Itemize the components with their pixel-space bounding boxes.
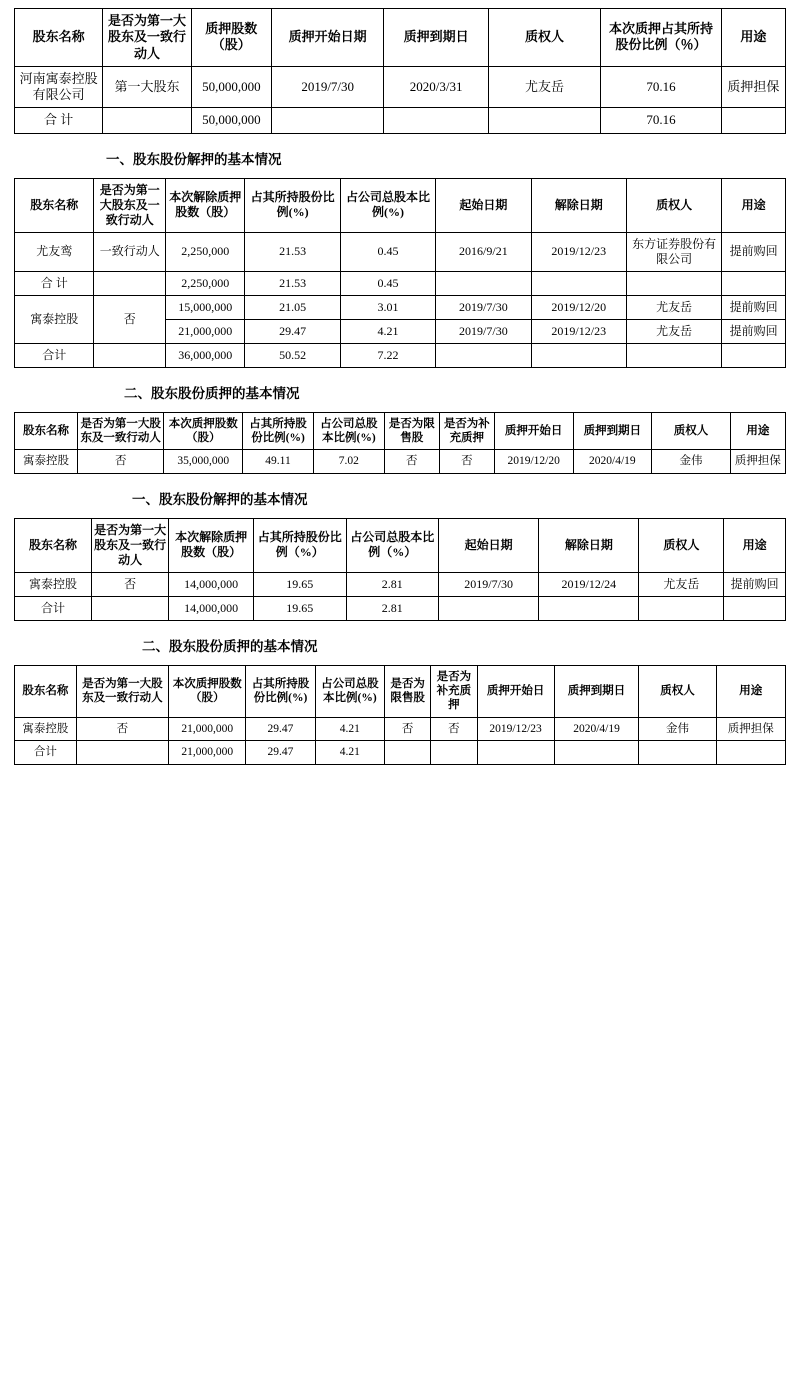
table-row <box>15 450 786 473</box>
cell <box>384 108 488 133</box>
cell: 50,000,000 <box>191 108 271 133</box>
cell: 2020/4/19 <box>554 717 639 740</box>
cell: 14,000,000 <box>169 596 254 620</box>
cell: 河南寓泰控股有限公司 <box>15 66 103 108</box>
cell: 否 <box>385 717 431 740</box>
col-header: 本次质押占其所持股份比例（％） <box>601 9 721 67</box>
cell: 寓泰控股 <box>15 295 94 343</box>
cell <box>94 271 166 295</box>
col-header: 占其所持股份比例(%) <box>246 665 315 717</box>
cell: 尤友岳 <box>626 319 721 343</box>
table-total-row <box>15 108 786 133</box>
cell <box>724 596 786 620</box>
table-header-row <box>15 518 786 572</box>
col-header: 占其所持股份比例(%) <box>243 412 314 450</box>
col-header: 质押到期日 <box>554 665 639 717</box>
col-header: 质押开始日 <box>477 665 554 717</box>
cell: 2.81 <box>346 596 439 620</box>
cell: 2016/9/21 <box>436 232 531 271</box>
cell <box>76 741 169 764</box>
cell: 2019/7/30 <box>436 319 531 343</box>
cell: 19.65 <box>253 596 346 620</box>
section-title-release-2: 一、股东股份解押的基本情况 <box>132 491 308 507</box>
table-row <box>15 295 786 319</box>
col-header: 本次质押股数（股） <box>169 665 246 717</box>
table-total-row <box>15 271 786 295</box>
cell: 21,000,000 <box>169 741 246 764</box>
cell: 否 <box>439 450 494 473</box>
cell: 第一大股东 <box>103 66 191 108</box>
col-header: 质权人 <box>488 9 600 67</box>
cell: 东方证券股份有限公司 <box>626 232 721 271</box>
cell: 50.52 <box>245 343 340 367</box>
cell <box>554 741 639 764</box>
cell: 19.65 <box>253 572 346 596</box>
col-header: 用途 <box>730 412 785 450</box>
cell <box>431 741 477 764</box>
cell: 2020/3/31 <box>384 66 488 108</box>
col-header: 起始日期 <box>439 518 539 572</box>
cell: 15,000,000 <box>165 295 244 319</box>
table-row <box>15 66 786 108</box>
col-header: 用途 <box>716 665 785 717</box>
table-total-row <box>15 741 786 764</box>
cell <box>103 108 191 133</box>
cell: 寓泰控股 <box>15 572 92 596</box>
cell <box>531 271 626 295</box>
cell <box>477 741 554 764</box>
cell: 29.47 <box>245 319 340 343</box>
cell: 50,000,000 <box>191 66 271 108</box>
col-header: 质押到期日 <box>573 412 652 450</box>
col-header: 用途 <box>721 9 785 67</box>
cell: 21,000,000 <box>165 319 244 343</box>
cell: 14,000,000 <box>169 572 254 596</box>
cell: 70.16 <box>601 108 721 133</box>
cell: 合计 <box>15 741 77 764</box>
col-header: 是否为限售股 <box>385 665 431 717</box>
col-header: 是否为第一大股东及一致行动人 <box>92 518 169 572</box>
cell: 金伟 <box>639 717 716 740</box>
section-title-release-1: 一、股东股份解押的基本情况 <box>106 151 282 167</box>
col-header: 占公司总股本比例（%） <box>346 518 439 572</box>
cell: 4.21 <box>315 741 384 764</box>
cell: 提前购回 <box>722 232 786 271</box>
pledge-table-1 <box>14 412 786 474</box>
table-total-row <box>15 596 786 620</box>
cell <box>722 271 786 295</box>
cell: 否 <box>76 717 169 740</box>
cell <box>626 271 721 295</box>
cell: 21,000,000 <box>169 717 246 740</box>
cell: 否 <box>431 717 477 740</box>
cell: 35,000,000 <box>164 450 243 473</box>
col-header: 解除日期 <box>531 178 626 232</box>
pledge-table-2 <box>14 665 786 765</box>
cell: 否 <box>92 572 169 596</box>
cell: 2019/12/23 <box>531 232 626 271</box>
col-header: 质押开始日 <box>494 412 573 450</box>
cell: 7.02 <box>313 450 384 473</box>
cell: 2019/12/23 <box>477 717 554 740</box>
cell: 一致行动人 <box>94 232 166 271</box>
cell <box>626 343 721 367</box>
cell: 2019/7/30 <box>436 295 531 319</box>
cell <box>92 596 169 620</box>
cell <box>639 741 716 764</box>
table-header-row <box>15 178 786 232</box>
col-header: 股东名称 <box>15 518 92 572</box>
col-header: 是否为第一大股东及一致行动人 <box>103 9 191 67</box>
cell: 合 计 <box>15 108 103 133</box>
cell <box>639 596 724 620</box>
col-header: 是否为第一大股东及一致行动人 <box>94 178 166 232</box>
cell: 合计 <box>15 596 92 620</box>
cell: 0.45 <box>340 232 435 271</box>
col-header: 占其所持股份比例(%) <box>245 178 340 232</box>
cell: 金伟 <box>652 450 731 473</box>
cell: 提前购回 <box>722 319 786 343</box>
release-table-1 <box>14 178 786 368</box>
cell: 2019/12/20 <box>531 295 626 319</box>
cell: 29.47 <box>246 741 315 764</box>
cell: 尤友岳 <box>488 66 600 108</box>
cell <box>94 343 166 367</box>
col-header: 本次解除质押股数（股） <box>169 518 254 572</box>
table-total-row <box>15 343 786 367</box>
release-table-2 <box>14 518 786 621</box>
col-header: 本次解除质押股数（股） <box>165 178 244 232</box>
cell: 质押担保 <box>716 717 785 740</box>
cell: 2019/12/24 <box>539 572 639 596</box>
cell: 0.45 <box>340 271 435 295</box>
cell: 尤友岳 <box>626 295 721 319</box>
table-header-row <box>15 9 786 67</box>
cell: 质押担保 <box>730 450 785 473</box>
section-title-pledge-1: 二、股东股份质押的基本情况 <box>124 385 300 401</box>
col-header: 是否为限售股 <box>384 412 439 450</box>
cell <box>271 108 383 133</box>
col-header: 股东名称 <box>15 665 77 717</box>
cell: 49.11 <box>243 450 314 473</box>
col-header: 股东名称 <box>15 412 78 450</box>
col-header: 质权人 <box>652 412 731 450</box>
cell: 21.53 <box>245 271 340 295</box>
col-header: 占公司总股本比例(%) <box>340 178 435 232</box>
col-header: 是否为补充质押 <box>431 665 477 717</box>
cell: 21.53 <box>245 232 340 271</box>
cell: 29.47 <box>246 717 315 740</box>
cell: 尤友岳 <box>639 572 724 596</box>
cell: 否 <box>94 295 166 343</box>
cell: 否 <box>384 450 439 473</box>
cell <box>436 343 531 367</box>
cell: 21.05 <box>245 295 340 319</box>
table-row <box>15 572 786 596</box>
col-header: 质权人 <box>639 518 724 572</box>
cell <box>436 271 531 295</box>
cell: 36,000,000 <box>165 343 244 367</box>
cell: 寓泰控股 <box>15 450 78 473</box>
cell: 提前购回 <box>722 295 786 319</box>
col-header: 是否为第一大股东及一致行动人 <box>76 665 169 717</box>
cell: 2020/4/19 <box>573 450 652 473</box>
col-header: 起始日期 <box>436 178 531 232</box>
col-header: 质押到期日 <box>384 9 488 67</box>
section-title-pledge-2: 二、股东股份质押的基本情况 <box>142 638 318 654</box>
cell: 尤友鸾 <box>15 232 94 271</box>
col-header: 是否为补充质押 <box>439 412 494 450</box>
cell: 合 计 <box>15 271 94 295</box>
col-header: 股东名称 <box>15 178 94 232</box>
cell: 2,250,000 <box>165 232 244 271</box>
table-row <box>15 717 786 740</box>
cell: 2.81 <box>346 572 439 596</box>
table-row <box>15 232 786 271</box>
col-header: 质权人 <box>626 178 721 232</box>
col-header: 占公司总股本比例(%) <box>315 665 384 717</box>
cell <box>721 108 785 133</box>
cell <box>385 741 431 764</box>
col-header: 是否为第一大股东及一致行动人 <box>77 412 164 450</box>
table-header-row <box>15 665 786 717</box>
col-header: 占其所持股份比例（%） <box>253 518 346 572</box>
cell: 合计 <box>15 343 94 367</box>
col-header: 解除日期 <box>539 518 639 572</box>
cell: 2019/7/30 <box>271 66 383 108</box>
col-header: 股东名称 <box>15 9 103 67</box>
cell: 2019/12/20 <box>494 450 573 473</box>
cell <box>722 343 786 367</box>
cell <box>488 108 600 133</box>
cell: 4.21 <box>315 717 384 740</box>
table-header-row <box>15 412 786 450</box>
col-header: 本次质押股数（股） <box>164 412 243 450</box>
cell <box>531 343 626 367</box>
cell: 质押担保 <box>721 66 785 108</box>
cell: 2,250,000 <box>165 271 244 295</box>
col-header: 质押股数（股） <box>191 9 271 67</box>
cell: 2019/12/23 <box>531 319 626 343</box>
first-pledge-table <box>14 8 786 134</box>
cell: 2019/7/30 <box>439 572 539 596</box>
col-header: 质押开始日期 <box>271 9 383 67</box>
cell: 提前购回 <box>724 572 786 596</box>
cell <box>539 596 639 620</box>
cell: 否 <box>77 450 164 473</box>
col-header: 用途 <box>722 178 786 232</box>
cell: 3.01 <box>340 295 435 319</box>
cell: 7.22 <box>340 343 435 367</box>
cell: 4.21 <box>340 319 435 343</box>
col-header: 质权人 <box>639 665 716 717</box>
col-header: 用途 <box>724 518 786 572</box>
cell: 70.16 <box>601 66 721 108</box>
cell <box>439 596 539 620</box>
col-header: 占公司总股本比例(%) <box>313 412 384 450</box>
cell <box>716 741 785 764</box>
cell: 寓泰控股 <box>15 717 77 740</box>
